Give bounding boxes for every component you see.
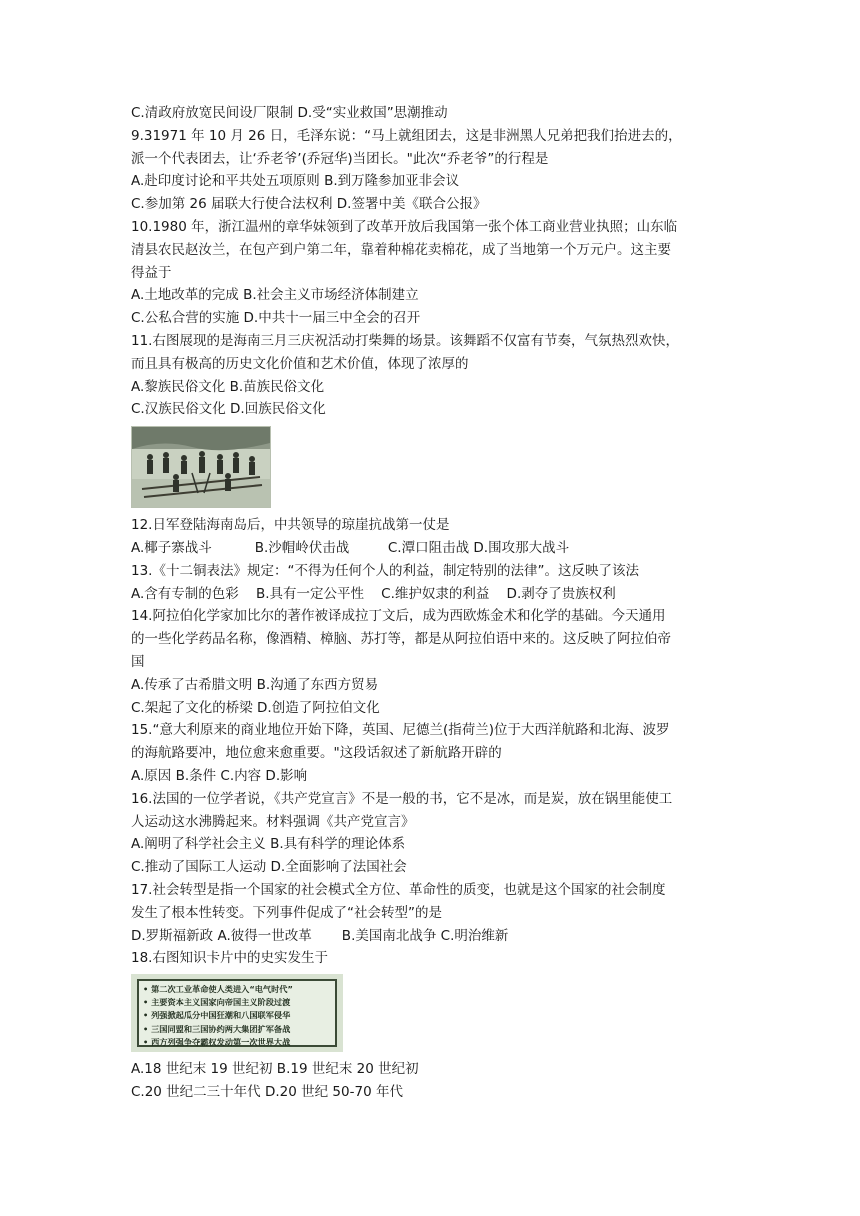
text-line: A.原因 B.条件 C.内容 D.影响 — [131, 767, 308, 784]
text-line: 13.《十二铜表法》规定：“不得为任何个人的利益，制定特别的法律”。这反映了该法 — [131, 562, 639, 579]
text-line: A.传承了古希腊文明 B.沟通了东西方贸易 — [131, 676, 379, 693]
exam-page — [131, 102, 741, 1104]
text-line: D.罗斯福新政 A.彼得一世改革 B.美国南北战争 C.明治维新 — [131, 927, 509, 944]
text-line: C.参加第 26 届联大行使合法权利 D.签署中美《联合公报》 — [131, 196, 487, 213]
text-line: A.土地改革的完成 B.社会主义市场经济体制建立 — [131, 287, 419, 304]
text-line: 得益于 — [131, 264, 172, 281]
text-line: 的海航路要冲，地位愈来愈重要。"这段话叙述了新航路开辟的 — [131, 745, 502, 762]
knowledge-card — [137, 979, 337, 1047]
text-line: A.阐明了科学社会主义 B.具有科学的理论体系 — [131, 836, 406, 853]
card-line: • 主要资本主义国家向帝国主义阶段过渡 — [143, 997, 291, 1008]
text-line: A.赴印度讨论和平共处五项原则 B.到万隆参加亚非会议 — [131, 173, 460, 190]
text-line: C.清政府放宽民间设厂限制 D.受“实业救国”思潮推动 — [131, 105, 448, 121]
question-block-bottom — [131, 1058, 741, 1104]
text-line: A.椰子寨战斗 B.沙帽岭伏击战 C.潭口阻击战 D.围攻那大战斗 — [131, 539, 570, 556]
text-line: C.汉族民俗文化 D.回族民俗文化 — [131, 401, 326, 418]
text-line: 派一个代表团去，让‘乔老爷’(乔冠华)当团长。"此次“乔老爷”的行程是 — [131, 150, 549, 167]
text-line: 的一些化学药品名称，像酒精、樟脑、苏打等，都是从阿拉伯语中来的。这反映了阿拉伯帝 — [131, 631, 671, 648]
text-line: 16.法国的一位学者说，《共产党宣言》不是一般的书，它不是冰，而是炭，放在锅里能使工 — [131, 790, 673, 807]
dance-scene-illustration — [132, 427, 270, 507]
text-line: 发生了根本性转变。下列事件促成了“社会转型”的是 — [131, 904, 442, 921]
text-line: A.18 世纪末 19 世纪初 B.19 世纪末 20 世纪初 — [131, 1061, 419, 1078]
question-block-top — [131, 102, 741, 421]
text-line: C.公私合营的实施 D.中共十一届三中全会的召开 — [131, 310, 421, 327]
text-line: 15.“意大利原来的商业地位开始下降，英国、尼德兰(指荷兰)位于大西洋航路和北海、波罗 — [131, 722, 670, 739]
text-line: A.黎族民俗文化 B.苗族民俗文化 — [131, 378, 325, 395]
card-line: • 西方列强争夺霸权发动第一次世界大战 — [143, 1036, 291, 1047]
text-line: 人运动这水沸腾起来。材料强调《共产党宣言》 — [131, 813, 415, 830]
text-line: C.架起了文化的桥梁 D.创造了阿拉伯文化 — [131, 699, 380, 716]
card-line: • 列强掀起瓜分中国狂潮和八国联军侵华 — [143, 1010, 291, 1021]
text-line: 14.阿拉伯化学家加比尔的著作被译成拉丁文后，成为西欧炼金术和化学的基础。今天通用 — [131, 608, 666, 625]
text-line: C.推动了国际工人运动 D.全面影响了法国社会 — [131, 859, 407, 876]
text-line: 17.社会转型是指一个国家的社会模式全方位、革命性的质变，也就是这个国家的社会制度 — [131, 881, 666, 898]
text-line: 而且具有极高的历史文化价值和艺术价值，体现了浓厚的 — [131, 355, 469, 372]
card-line: • 第二次工业革命使人类进入“电气时代” — [143, 984, 293, 995]
text-line: 11.右图展现的是海南三月三庆祝活动打柴舞的场景。该舞蹈不仅富有节奏，气氛热烈欢快， — [131, 332, 679, 349]
text-line: 18.右图知识卡片中的史实发生于 — [131, 950, 328, 967]
dance-scene-photo — [131, 426, 271, 508]
text-line: 12.日军登陆海南岛后，中共领导的琼崖抗战第一仗是 — [131, 517, 450, 534]
text-line: 国 — [131, 653, 145, 670]
text-line: C.20 世纪二三十年代 D.20 世纪 50-70 年代 — [131, 1083, 403, 1100]
question-block-middle — [131, 514, 741, 970]
card-line: • 三国同盟和三国协约两大集团扩军备战 — [143, 1023, 291, 1034]
text-line: 9.31971 年 10 月 26 日，毛泽东说：“马上就组团去，这是非洲黑人兄弟把我们抬进去的， — [131, 127, 682, 144]
knowledge-card-image — [131, 974, 343, 1052]
text-line: 清县农民赵汝兰，在包产到户第二年，靠着种棉花卖棉花，成了当地第一个万元户。这主要 — [131, 241, 671, 258]
text-line: A.含有专制的色彩 B.具有一定公平性 C.维护奴隶的利益 D.剥夺了贵族权利 — [131, 585, 616, 602]
text-line: 10.1980 年，浙江温州的章华妹领到了改革开放后我国第一张个体工商业营业执照；山东临 — [131, 218, 678, 235]
